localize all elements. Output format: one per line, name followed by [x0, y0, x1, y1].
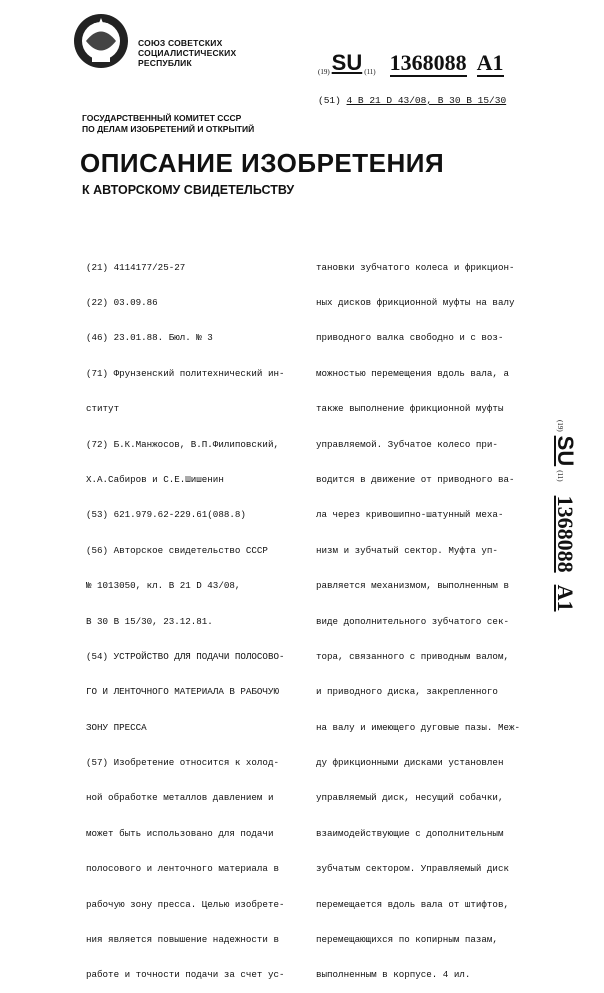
biblio-line: работе и точности подачи за счет ус-: [86, 969, 285, 981]
country-org: [138, 38, 236, 68]
bibliographic-column: [86, 238, 284, 993]
abstract-line: тора, связанного с приводным валом,: [316, 650, 509, 662]
abstract-line: на валу и имеющего дуговые пазы. Меж-: [316, 721, 520, 733]
abstract-line: управляемый диск, несущий собачки,: [316, 792, 504, 804]
abstract-line: водится в движение от приводного ва-: [316, 473, 515, 485]
biblio-line: полосового и ленточного материала в: [86, 863, 279, 875]
ussr-emblem-icon: [72, 12, 130, 70]
biblio-line: ния является повышение надежности в: [86, 934, 279, 946]
abstract-line: выполненным в корпусе. 4 ил.: [316, 969, 471, 981]
abstract-line: виде дополнительного зубчатого сек-: [316, 615, 509, 627]
biblio-line: ЗОНУ ПРЕССА: [86, 721, 147, 733]
biblio-line: ститут: [86, 403, 120, 415]
country-code: SU: [553, 435, 578, 467]
abstract-line: низм и зубчатый сектор. Муфта уп-: [316, 544, 498, 556]
committee-line: ГОСУДАРСТВЕННЫЙ КОМИТЕТ СССР: [82, 113, 242, 123]
code-tag-11: (11): [556, 470, 564, 482]
abstract-line: взаимодействующие с дополнительным: [316, 827, 504, 839]
document-subtitle: К АВТОРСКОМУ СВИДЕТЕЛЬСТВУ: [82, 183, 295, 197]
biblio-line: рабочую зону пресса. Целью изобрете-: [86, 898, 285, 910]
abstract-line: управляемой. Зубчатое колесо при-: [316, 438, 498, 450]
abstract-line: ных дисков фрикционной муфты на валу: [316, 296, 515, 308]
code-tag-19: (19): [556, 420, 564, 432]
abstract-line: зубчатым сектором. Управляемый диск: [316, 863, 509, 875]
patent-number-row: [318, 50, 504, 76]
country-code: SU: [331, 50, 363, 75]
abstract-line: перемещается вдоль вала от штифтов,: [316, 898, 509, 910]
code-tag-51: (51): [318, 95, 341, 106]
biblio-line: (56) Авторское свидетельство СССР: [86, 544, 268, 556]
kind-code: A1: [553, 584, 578, 612]
abstract-line: ду фрикционными дисками установлен: [316, 757, 504, 769]
ipc-classes: [318, 95, 506, 106]
biblio-line: ной обработке металлов давлением и: [86, 792, 274, 804]
org-line: СОЦИАЛИСТИЧЕСКИХ: [138, 48, 237, 58]
abstract-line: также выполнение фрикционной муфты: [316, 403, 504, 415]
abstract-line: можностью перемещения вдоль вала, а: [316, 367, 509, 379]
biblio-line: (57) Изобретение относится к холод-: [86, 757, 279, 769]
biblio-line: может быть использовано для подачи: [86, 827, 274, 839]
committee-line: ПО ДЕЛАМ ИЗОБРЕТЕНИЙ И ОТКРЫТИЙ: [82, 124, 255, 134]
abstract-line: ла через кривошипно-шатунный меха-: [316, 509, 504, 521]
biblio-line: (53) 621.979.62-229.61(088.8): [86, 509, 246, 521]
biblio-line: (46) 23.01.88. Бюл. № 3: [86, 332, 213, 344]
code-tag-11: (11): [364, 68, 376, 76]
kind-code: A1: [476, 50, 504, 75]
code-tag-19: (19): [318, 68, 330, 76]
biblio-line: Х.А.Сабиров и С.Е.Шишенин: [86, 473, 224, 485]
patent-number: 1368088: [389, 50, 467, 75]
document-title: ОПИСАНИЕ ИЗОБРЕТЕНИЯ: [80, 148, 445, 178]
patent-number: 1368088: [553, 495, 578, 573]
vertical-patent-number: [548, 420, 592, 690]
biblio-line: ГО И ЛЕНТОЧНОГО МАТЕРИАЛА В РАБОЧУЮ: [86, 686, 279, 698]
biblio-line: (54) УСТРОЙСТВО ДЛЯ ПОДАЧИ ПОЛОСОВО-: [86, 650, 285, 662]
org-line: РЕСПУБЛИК: [138, 58, 192, 68]
state-committee: [82, 113, 254, 135]
abstract-line: равляется механизмом, выполненным в: [316, 580, 509, 592]
abstract-line: и приводного диска, закрепленного: [316, 686, 498, 698]
abstract-line: тановки зубчатого колеса и фрикцион-: [316, 261, 515, 273]
biblio-line: В 30 В 15/30, 23.12.81.: [86, 615, 213, 627]
biblio-line: (71) Фрунзенский политехнический ин-: [86, 367, 285, 379]
biblio-line: (72) Б.К.Манжосов, В.П.Филиповский,: [86, 438, 279, 450]
abstract-line: перемещающихся по копирным пазам,: [316, 934, 498, 946]
abstract-line: приводного валка свободно и с воз-: [316, 332, 504, 344]
biblio-line: (21) 4114177/25-27: [86, 261, 186, 273]
biblio-line: (22) 03.09.86: [86, 296, 158, 308]
ipc-value: 4 B 21 D 43/08, B 30 B 15/30: [346, 95, 507, 106]
org-line: СОЮЗ СОВЕТСКИХ: [138, 38, 223, 48]
biblio-line: № 1013050, кл. В 21 D 43/08,: [86, 580, 241, 592]
abstract-column: [316, 238, 520, 993]
